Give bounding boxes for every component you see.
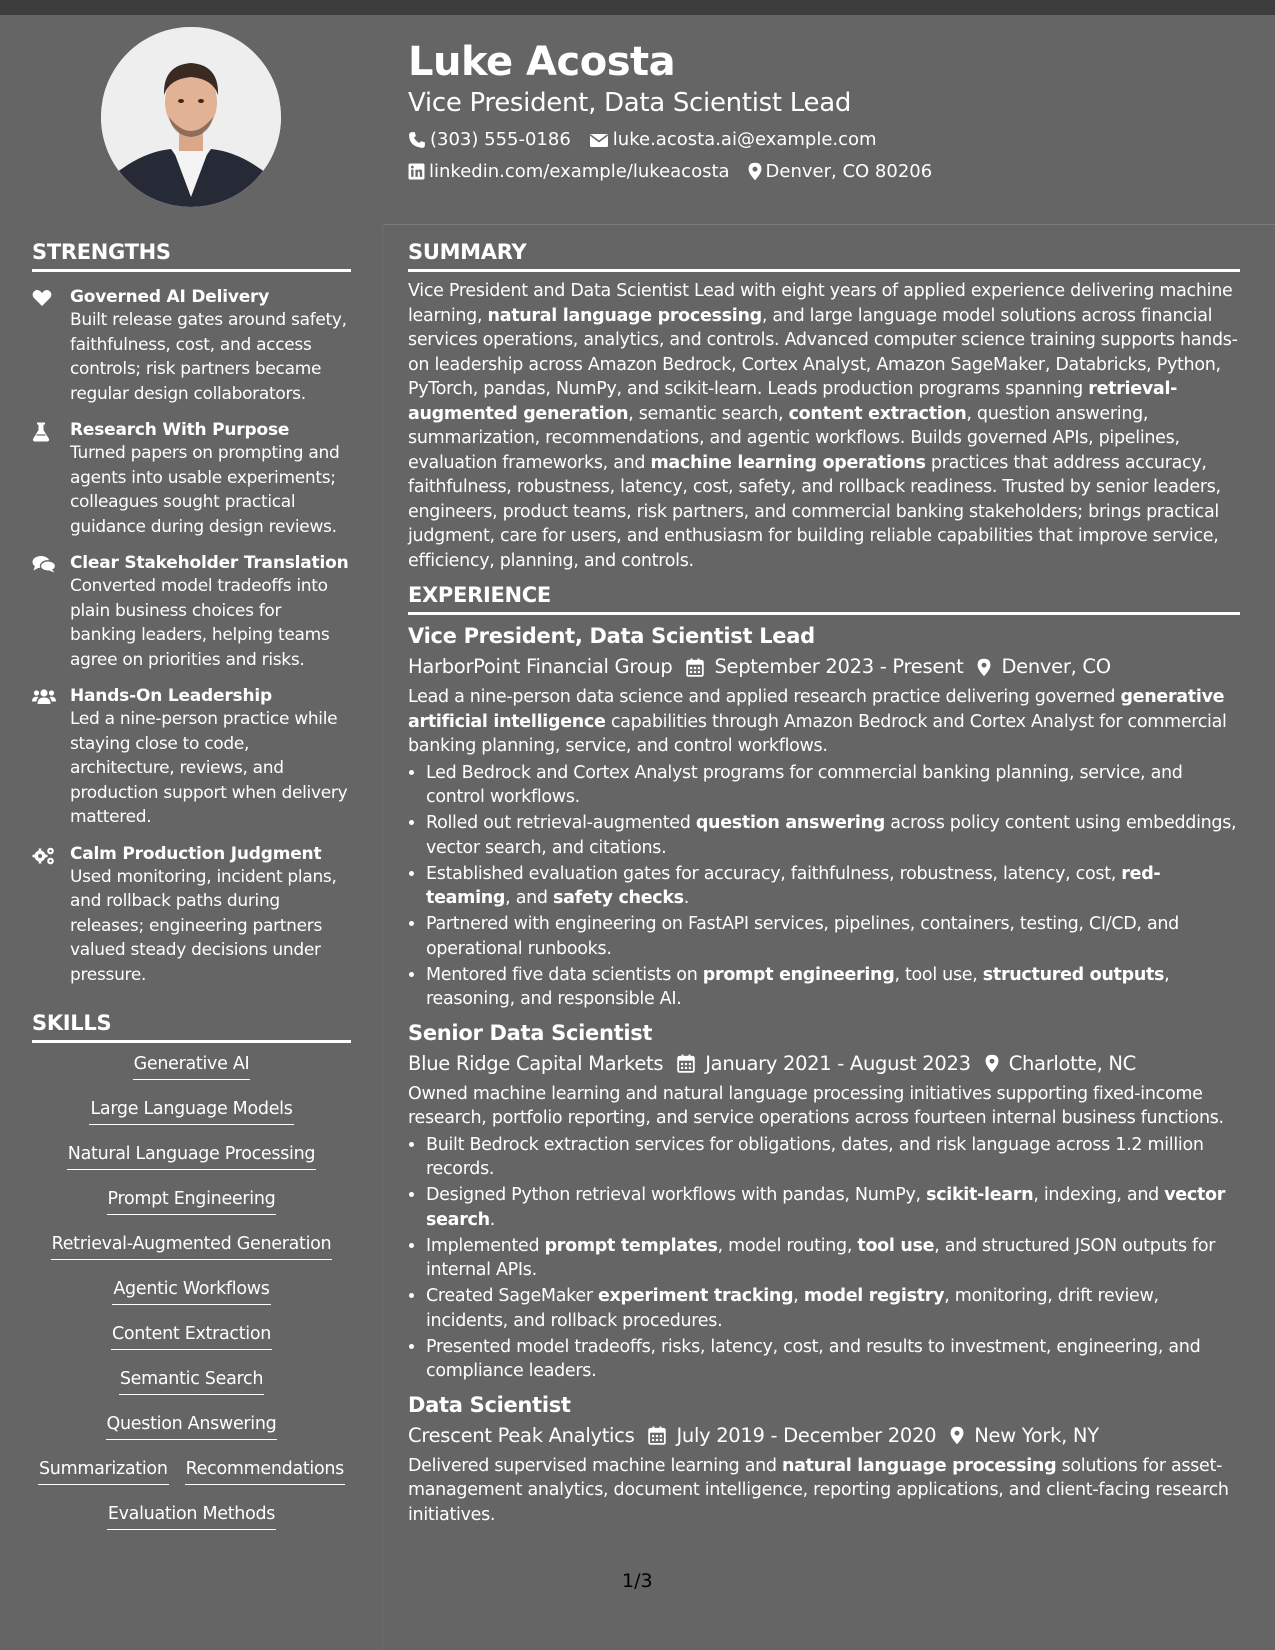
- summary-text: Vice President and Data Scientist Lead with eight years of applied experience delivering machine learning, natural language processing, and large language model solutions across financial services operations, analytics, and controls. Advanced computer science training supports hands-on leadership across Amazon Bedrock, Cortex Analyst, Amazon SageMaker, Databricks, Python, PyTorch, pandas, NumPy, and scikit-learn. Leads production programs spanning retrieval-augmented generation, semantic search, content extraction, question answering, summarization, recommendations, and agentic workflows. Builds governed APIs, pipelines, evaluation frameworks, and machine learning operations practices that address accuracy, faithfulness, robustness, latency, cost, safety, and rollback readiness. Trusted by senior leaders, engineers, product teams, risk partners, and commercial banking stakeholders; brings practical judgment, care for users, and enthusiasm for building reliable capabilities that improve service, efficiency, planning, and controls.: [408, 281, 1238, 571]
- strength-text: Used monitoring, incident plans, and rollback paths during releases; engineering partners valued steady decisions under pressure.: [70, 866, 337, 985]
- bullet-item: • Presented model tradeoffs, risks, latency, cost, and results to investment, engineering, and compliance leaders.: [426, 1335, 1240, 1384]
- strength-title: Clear Stakeholder Translation: [70, 553, 349, 574]
- resume-header: [408, 40, 1248, 181]
- bullet-item: • Led Bedrock and Cortex Analyst programs for commercial banking planning, service, and control workflows.: [426, 761, 1240, 810]
- experience-heading: EXPERIENCE: [408, 583, 551, 608]
- job-company: Blue Ridge Capital Markets: [408, 1051, 664, 1075]
- skill-tag: Large Language Models: [89, 1099, 293, 1125]
- strength-item: [32, 685, 351, 830]
- contact-row-1: [408, 131, 1248, 149]
- bullet-item: • Established evaluation gates for accuracy, faithfulness, robustness, latency, cost, red-teaming, and safety checks.: [426, 862, 1240, 911]
- map-marker-icon: [985, 1054, 999, 1073]
- job-entry: [408, 1390, 1240, 1528]
- linkedin-item: [408, 160, 730, 182]
- strength-title: Research With Purpose: [70, 420, 290, 441]
- strength-title: Calm Production Judgment: [70, 843, 322, 864]
- skill-tag: Question Answering: [106, 1414, 278, 1440]
- email-item: [589, 131, 877, 149]
- experience-rule: [408, 612, 1240, 615]
- skill-tag: Evaluation Methods: [107, 1504, 276, 1530]
- phone-icon: [408, 131, 426, 149]
- job-meta: [408, 1048, 1240, 1080]
- job-location: New York, NY: [974, 1423, 1099, 1447]
- flask-icon: [32, 422, 50, 442]
- skill-tag: Prompt Engineering: [107, 1189, 277, 1215]
- email-text[interactable]: luke.acosta.ai@example.com: [612, 129, 877, 151]
- strength-item: [32, 286, 351, 406]
- linkedin-text[interactable]: linkedin.com/example/lukeacosta: [429, 160, 730, 182]
- skill-tag: Summarization: [38, 1459, 169, 1485]
- strengths-heading: STRENGTHS: [32, 240, 171, 264]
- skill-tag: Recommendations: [185, 1459, 345, 1485]
- strength-item: [32, 843, 351, 988]
- job-bullets: [408, 761, 1240, 1012]
- linkedin-icon: [408, 163, 425, 180]
- job-title: Vice President, Data Scientist Lead: [408, 624, 815, 649]
- strength-title: Hands-On Leadership: [70, 686, 272, 707]
- job-description: Owned machine learning and natural language processing initiatives supporting fixed-income research, portfolio reporting, and service operations across fourteen internal business functions.: [408, 1083, 1224, 1129]
- header-divider: [383, 224, 1275, 225]
- phone-item: [408, 131, 571, 149]
- page-indicator: 1/3: [622, 1570, 653, 1592]
- job-dates: January 2021 - August 2023: [705, 1051, 971, 1075]
- job-company: Crescent Peak Analytics: [408, 1423, 635, 1447]
- column-divider: [382, 225, 383, 1650]
- skill-tag: Semantic Search: [119, 1369, 264, 1395]
- bullet-item: • Created SageMaker experiment tracking, model registry, monitoring, drift review, incidents, and rollback procedures.: [426, 1284, 1240, 1333]
- contact-row-2: [408, 162, 1248, 181]
- candidate-name: Luke Acosta: [408, 39, 676, 85]
- bullet-item: • Built Bedrock extraction services for obligations, dates, and risk language across 1.2 million records.: [426, 1133, 1240, 1182]
- summary-heading: SUMMARY: [408, 240, 527, 264]
- job-location: Denver, CO: [1001, 655, 1111, 679]
- strength-item: [32, 419, 351, 539]
- strength-text: Converted model tradeoffs into plain business choices for banking leaders, helping teams agree on priorities and risks.: [70, 576, 330, 670]
- calendar-icon: [686, 658, 704, 677]
- strength-text: Built release gates around safety, faithfulness, cost, and access controls; risk partners became regular design collaborators.: [70, 310, 347, 404]
- profile-photo: [101, 27, 281, 207]
- bullet-item: • Implemented prompt templates, model routing, tool use, and structured JSON outputs for internal APIs.: [426, 1234, 1240, 1283]
- cogs-icon: [32, 846, 56, 866]
- strengths-rule: [32, 269, 351, 272]
- skills-rule: [32, 1040, 351, 1043]
- candidate-title: Vice President, Data Scientist Lead: [408, 88, 852, 118]
- job-dates: September 2023 - Present: [714, 655, 964, 679]
- job-entry: [408, 621, 1240, 1012]
- envelope-icon: [589, 132, 609, 148]
- skill-tag: Content Extraction: [111, 1324, 272, 1350]
- skills-list: [32, 1054, 351, 1549]
- comments-icon: [32, 555, 56, 573]
- skill-tag: Natural Language Processing: [67, 1144, 316, 1170]
- skill-tag: Retrieval-Augmented Generation: [51, 1234, 333, 1260]
- bullet-item: • Mentored five data scientists on prompt engineering, tool use, structured outputs, reasoning, and responsible AI.: [426, 963, 1240, 1012]
- bullet-item: • Rolled out retrieval-augmented question answering across policy content using embeddings, vector search, and citations.: [426, 811, 1240, 860]
- users-icon: [32, 688, 56, 705]
- job-meta: [408, 1420, 1240, 1452]
- strengths-list: [32, 286, 351, 987]
- job-title: Data Scientist: [408, 1392, 571, 1417]
- strength-title: Governed AI Delivery: [70, 287, 270, 308]
- summary-rule: [408, 269, 1240, 272]
- map-marker-icon: [977, 658, 991, 677]
- main-column: [408, 240, 1240, 1527]
- location-text: Denver, CO 80206: [765, 160, 933, 182]
- calendar-icon: [648, 1426, 666, 1445]
- bullet-item: • Designed Python retrieval workflows with pandas, NumPy, scikit-learn, indexing, and vector search.: [426, 1183, 1240, 1232]
- job-description: Delivered supervised machine learning and natural language processing solutions for asset-management analytics, document intelligence, reporting applications, and client-facing research initiatives.: [408, 1455, 1229, 1525]
- job-location: Charlotte, NC: [1008, 1051, 1136, 1075]
- job-title: Senior Data Scientist: [408, 1020, 653, 1045]
- avatar: [101, 27, 281, 207]
- map-marker-icon: [748, 162, 762, 181]
- phone-text[interactable]: (303) 555-0186: [430, 129, 571, 151]
- strength-item: [32, 552, 351, 672]
- top-bar: [0, 0, 1275, 15]
- heart-icon: [32, 289, 52, 307]
- sidebar: [32, 240, 351, 1549]
- job-dates: July 2019 - December 2020: [676, 1423, 937, 1447]
- job-description: Lead a nine-person data science and applied research practice delivering governed generative artificial intelligence capabilities through Amazon Bedrock and Cortex Analyst for commercial banking planning, service, and control workflows.: [408, 687, 1227, 757]
- location-item: [748, 162, 933, 181]
- bullet-item: • Partnered with engineering on FastAPI services, pipelines, containers, testing, CI/CD, and operational runbooks.: [426, 912, 1240, 961]
- job-bullets: [408, 1133, 1240, 1384]
- calendar-icon: [677, 1054, 695, 1073]
- job-entry: [408, 1018, 1240, 1384]
- strength-text: Led a nine-person practice while staying close to code, architecture, reviews, and production support when delivery mattered.: [70, 709, 348, 828]
- skill-tag: Generative AI: [133, 1054, 251, 1080]
- map-marker-icon: [950, 1426, 964, 1445]
- strength-text: Turned papers on prompting and agents into usable experiments; colleagues sought practical guidance during design reviews.: [70, 443, 340, 537]
- skill-tag: Agentic Workflows: [112, 1279, 270, 1305]
- job-company: HarborPoint Financial Group: [408, 655, 673, 679]
- job-meta: [408, 651, 1240, 683]
- skills-heading: SKILLS: [32, 1011, 112, 1036]
